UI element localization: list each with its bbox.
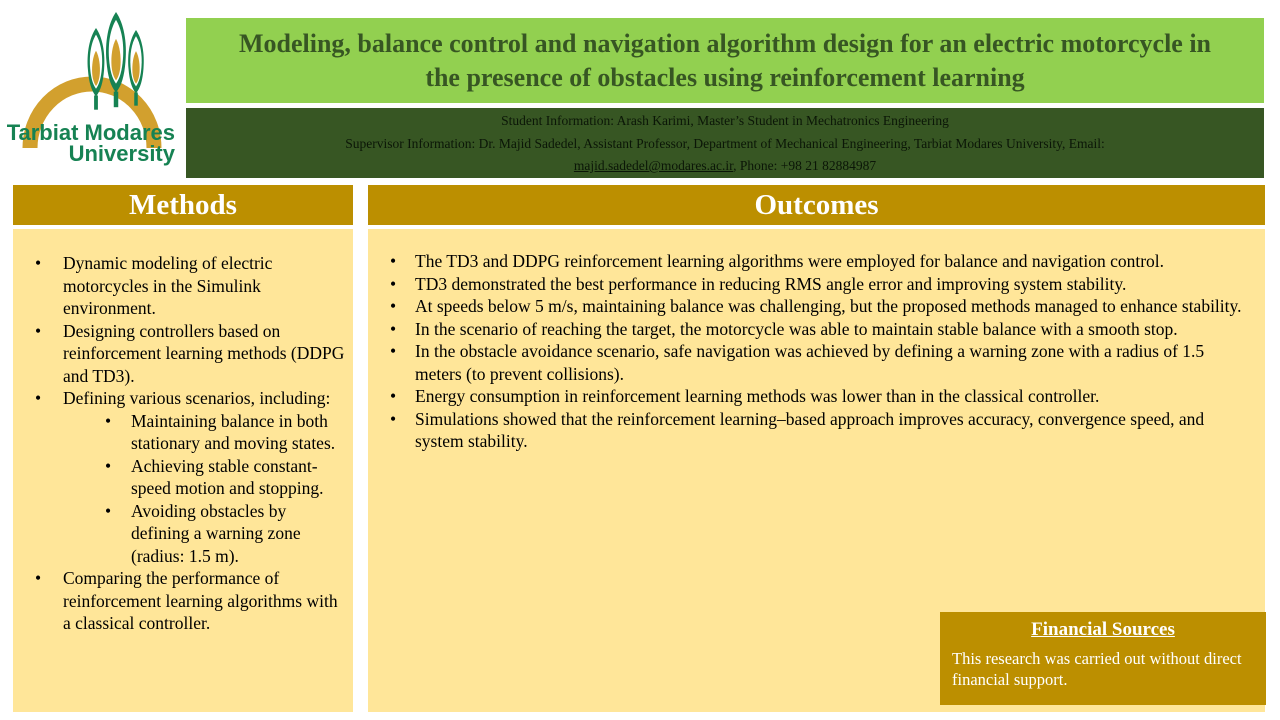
bullet-icon: • bbox=[390, 341, 397, 361]
outcomes-header-label: Outcomes bbox=[754, 188, 879, 221]
logo-trees bbox=[88, 12, 144, 110]
bullet-text: In the scenario of reaching the target, the motorcycle was able to maintain stable balance with a smooth stop. bbox=[415, 318, 1178, 339]
financial-sources-body: This research was carried out without direct financial support. bbox=[952, 649, 1242, 689]
poster-title: Modeling, balance control and navigation algorithm design for an electric motorcycle in the presence of obstacles using reinforcement learning bbox=[238, 28, 1212, 92]
bullet-icon: • bbox=[390, 251, 397, 271]
bullet-icon: • bbox=[390, 386, 397, 406]
bullet-text: Achieving stable constant-speed motion and stopping. bbox=[131, 455, 324, 498]
supervisor-info-line: Supervisor Information: Dr. Majid Sadedel, Assistant Professor, Department of Mechanical Engineering, Tarbiat Modares University, Email: bbox=[345, 135, 1105, 151]
bullet-icon: • bbox=[390, 296, 397, 316]
sub-bullet-list bbox=[105, 410, 345, 568]
methods-list bbox=[35, 252, 345, 635]
methods-section-header bbox=[13, 185, 353, 225]
bullet-icon: • bbox=[105, 500, 112, 521]
outcomes-section-header bbox=[368, 185, 1265, 225]
bullet-icon: • bbox=[105, 455, 112, 476]
bullet-text: Comparing the performance of reinforcement learning algorithms with a classical controller. bbox=[63, 568, 338, 633]
university-logo bbox=[0, 0, 186, 182]
bullet-item bbox=[390, 295, 1255, 318]
methods-content-box bbox=[13, 229, 353, 712]
bullet-item bbox=[390, 273, 1255, 296]
bullet-text: The TD3 and DDPG reinforcement learning algorithms were employed for balance and navigation control. bbox=[415, 251, 1165, 271]
phone-text: , Phone: +98 21 82884987 bbox=[733, 158, 877, 173]
bullet-text: In the obstacle avoidance scenario, safe navigation was achieved by defining a warning zone with a radius of 1.5 meters (to prevent collisions). bbox=[415, 341, 1205, 384]
bullet-text: Dynamic modeling of electric motorcycles in the Simulink environment. bbox=[63, 253, 273, 318]
bullet-text: Energy consumption in reinforcement learning methods was lower than in the classical controller. bbox=[415, 386, 1100, 406]
bullet-icon: • bbox=[35, 388, 42, 408]
bullet-text: TD3 demonstrated the best performance in reducing RMS angle error and improving system stability. bbox=[415, 273, 1127, 294]
financial-sources-title: Financial Sources bbox=[1031, 619, 1175, 640]
logo-text-line2: University bbox=[68, 141, 175, 166]
bullet-text: Maintaining balance in both stationary and moving states. bbox=[131, 410, 336, 453]
bullet-icon: • bbox=[390, 408, 397, 429]
outcomes-list bbox=[390, 250, 1255, 453]
info-bar bbox=[186, 108, 1264, 178]
bullet-icon: • bbox=[390, 318, 397, 339]
bullet-item bbox=[390, 250, 1255, 273]
bullet-item bbox=[35, 320, 345, 388]
student-info-line: Student Information: Arash Karimi, Master’s Student in Mechatronics Engineering bbox=[501, 113, 949, 128]
bullet-icon: • bbox=[35, 253, 42, 273]
bullet-item bbox=[35, 387, 345, 410]
bullet-item bbox=[390, 408, 1255, 453]
bullet-text: Defining various scenarios, including: bbox=[63, 388, 331, 408]
bullet-text: Simulations showed that the reinforcement learning–based approach improves accuracy, convergence speed, and system stability. bbox=[415, 408, 1205, 451]
bullet-icon: • bbox=[390, 273, 397, 294]
bullet-item bbox=[390, 340, 1255, 385]
bullet-icon: • bbox=[105, 410, 112, 431]
bullet-text: Designing controllers based on reinforcement learning methods (DDPG and TD3). bbox=[63, 320, 345, 386]
bullet-icon: • bbox=[35, 320, 42, 341]
logo-text-line1: Tarbiat Modares bbox=[6, 120, 175, 145]
email-link[interactable]: majid.sadedel@modares.ac.ir bbox=[573, 158, 734, 173]
bullet-item bbox=[105, 455, 345, 500]
bullet-item bbox=[35, 252, 345, 320]
bullet-item bbox=[105, 500, 345, 568]
bullet-item bbox=[105, 410, 345, 455]
financial-sources-box bbox=[940, 612, 1266, 705]
poster-title-banner bbox=[186, 18, 1264, 103]
bullet-item bbox=[35, 567, 345, 635]
bullet-icon: • bbox=[35, 568, 42, 588]
bullet-text: Avoiding obstacles by defining a warning zone (radius: 1.5 m). bbox=[131, 500, 301, 566]
bullet-text: At speeds below 5 m/s, maintaining balance was challenging, but the proposed methods managed to enhance stability. bbox=[415, 296, 1242, 316]
tarbiat-modares-logo-graphic bbox=[0, 0, 186, 182]
contact-info-line bbox=[186, 155, 1264, 178]
methods-header-label: Methods bbox=[129, 188, 237, 221]
bullet-item bbox=[390, 318, 1255, 341]
bullet-item bbox=[390, 385, 1255, 408]
